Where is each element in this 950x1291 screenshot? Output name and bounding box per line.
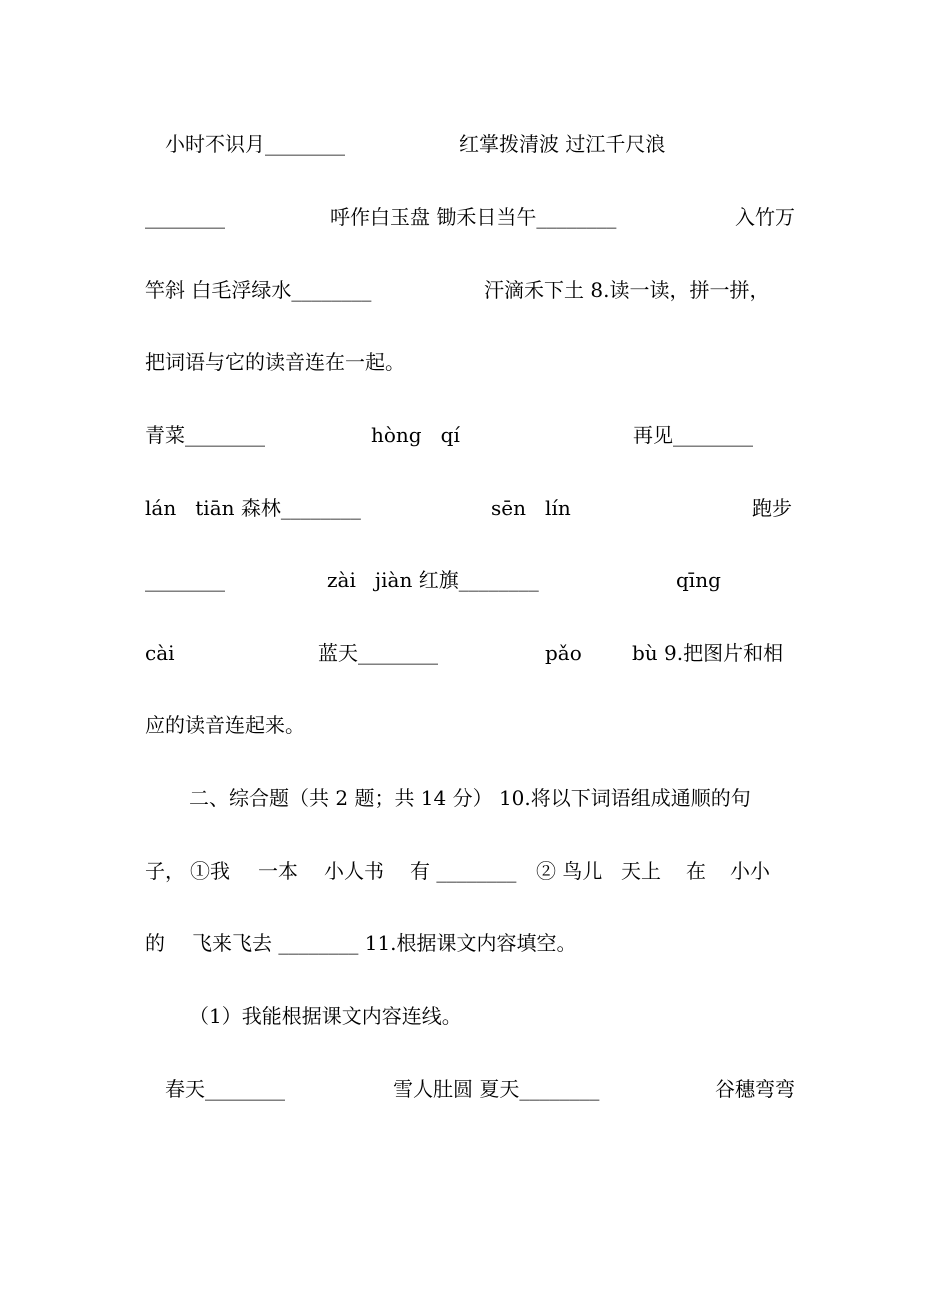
word: 天上 bbox=[621, 859, 661, 883]
text-line bbox=[0, 1069, 950, 1109]
question-9-text: bù 9.把图片和相 bbox=[632, 641, 784, 665]
text-line bbox=[0, 124, 950, 164]
word: 谷穗弯弯 bbox=[715, 1077, 795, 1101]
question-11-text: 飞来飞去 ________ 11.根据课文内容填空。 bbox=[192, 931, 577, 955]
poem-phrase: 红掌拨清波 过江千尺浪 bbox=[459, 132, 666, 156]
pinyin: qīng bbox=[676, 568, 721, 592]
sub-question-text: （1）我能根据课文内容连线。 bbox=[189, 1004, 462, 1028]
text-line bbox=[0, 488, 950, 528]
poem-blank-1: 小时不识月________ bbox=[165, 132, 345, 156]
question-9-text: 应的读音连起来。 bbox=[145, 713, 305, 737]
word: 跑步 bbox=[752, 496, 792, 520]
pinyin-word-blank: lán tiān 森林________ bbox=[145, 496, 361, 520]
blank: ________ bbox=[145, 568, 225, 592]
poem-phrase: 呼作白玉盘 锄禾日当午________ bbox=[330, 205, 617, 229]
text-line bbox=[0, 705, 950, 745]
blank: ________ bbox=[145, 205, 225, 229]
word: 的 bbox=[145, 931, 165, 955]
word-blank: 再见________ bbox=[633, 423, 753, 447]
word-blank: 青菜________ bbox=[145, 423, 265, 447]
pinyin: pǎo bbox=[545, 641, 582, 665]
text-line bbox=[0, 633, 950, 673]
pinyin: sēn lín bbox=[491, 496, 571, 520]
word: ①我 bbox=[190, 859, 230, 883]
text-line bbox=[0, 851, 950, 891]
text-line bbox=[0, 923, 950, 963]
text-line bbox=[0, 778, 950, 818]
word-blank: 雪人肚圆 夏天________ bbox=[393, 1077, 600, 1101]
text-line bbox=[0, 560, 950, 600]
text-line bbox=[0, 996, 950, 1036]
word: 小人书 bbox=[324, 859, 384, 883]
word: 一本 bbox=[258, 859, 298, 883]
pinyin: cài bbox=[145, 641, 175, 665]
text-line bbox=[0, 415, 950, 455]
question-8-text: 汗滴禾下土 8.读一读，拼一拼， bbox=[484, 278, 770, 302]
section-heading: 二、综合题（共 2 题；共 14 分） 10.将以下词语组成通顺的句 bbox=[189, 786, 751, 810]
word: ② 鸟儿 bbox=[536, 859, 603, 883]
question-8-text: 把词语与它的读音连在一起。 bbox=[145, 350, 405, 374]
sentence-text: 子， bbox=[145, 859, 185, 883]
word-blank: 春天________ bbox=[165, 1077, 285, 1101]
word-blank: 有 ________ bbox=[410, 859, 517, 883]
text-line bbox=[0, 197, 950, 237]
word: 小小 bbox=[730, 859, 770, 883]
pinyin: hòng qí bbox=[371, 423, 460, 447]
poem-phrase: 竿斜 白毛浮绿水________ bbox=[145, 278, 372, 302]
pinyin-word-blank: zài jiàn 红旗________ bbox=[327, 568, 539, 592]
text-line bbox=[0, 270, 950, 310]
text-line bbox=[0, 342, 950, 382]
word: 在 bbox=[686, 859, 706, 883]
poem-phrase: 入竹万 bbox=[735, 205, 795, 229]
word-blank: 蓝天________ bbox=[318, 641, 438, 665]
